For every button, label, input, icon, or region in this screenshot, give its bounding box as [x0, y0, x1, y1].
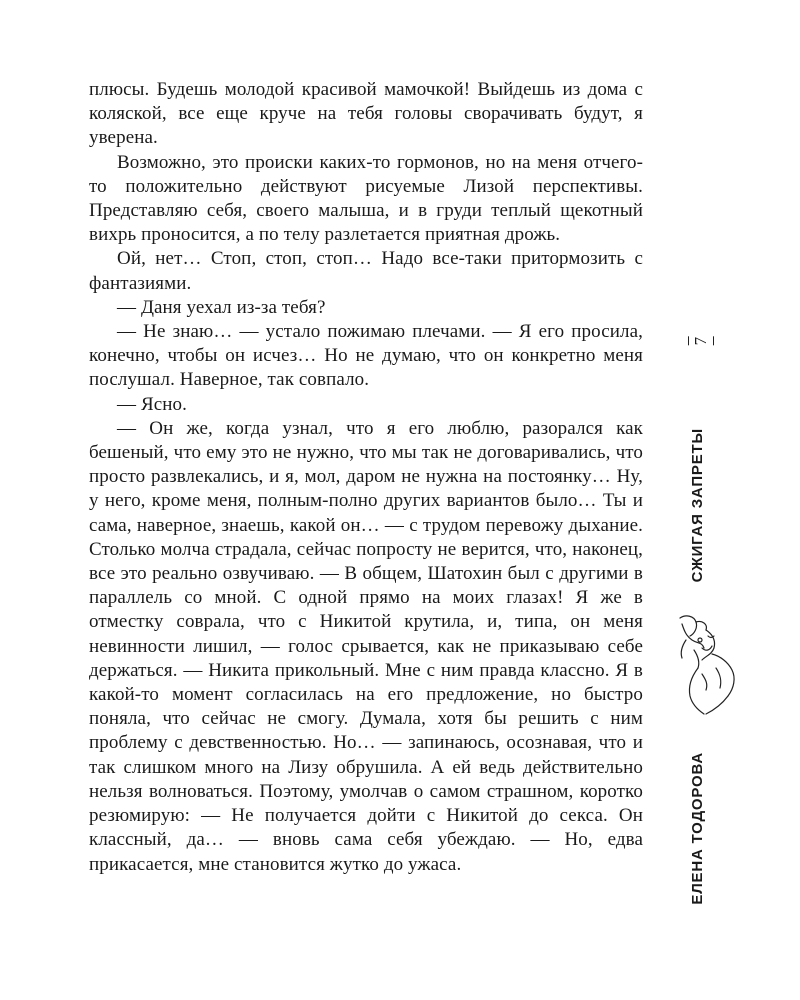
couple-sketch-icon [672, 610, 742, 720]
paragraph: — Ясно. [117, 393, 187, 415]
page-body [89, 78, 643, 877]
author-name: ЕЛЕНА ТОДОРОВА [689, 752, 706, 905]
paragraph: — Даня уехал из-за тебя? [117, 296, 326, 318]
paragraph: Ой, нет… Стоп, стоп, стоп… Надо все-таки притормозить с фантазиями. [89, 248, 643, 294]
paragraph: — Он же, когда узнал, что я его люблю, разорался как бешеный, что ему это не нужно, что мы так не договаривались, что просто развлекались, и я, мол, даром не нужна на постоянку… Ну, у него, кроме меня, полным-полно других вариантов было… Ты и сама, наверное, знаешь, какой он… — с трудом перевожу дыхание. Столько молча страдала, сейчас попросту не верится, что, наконец, все это реально озвучиваю. — В общем, Шатохин был с другими в параллель со мной. С одной прямо на моих глазах! Я же в отместку соврала, что с Никитой крутила, и, типа, он меня невинности лишил, — голос срывается, как не приказываю себе держаться. — Никита прикольный. Мне с ним правда классно. Я в какой-то момент согласилась на его предложение, но быстро поняла, что сейчас не смогу. Думала, хотя бы решить с ним проблему с девственностью. Но… — запинаюсь, осознавая, что и так слишком много на Лизу обрушила. А ей ведь действительно нельзя волноваться. Поэтому, умолчав о самом страшном, коротко резюмирую: — Не получается дойти с Никитой до секса. Он классный, да… — вновь сама себя убеждаю. — Но, едва прикасается, мне становится жутко до ужаса. [89, 417, 643, 875]
paragraph: плюсы. Будешь молодой красивой мамочкой! Выйдешь из дома с коляской, все еще круче на тебя головы сворачивать будут, я уверена. [89, 79, 643, 149]
page-number: 7 [688, 336, 714, 345]
paragraph: Возможно, это происки каких-то гормонов, но на меня отчего-то положительно действуют рисуемые Лизой перспективы. Представляю себя, своего малыша, и в груди теплый щекотный вихрь проносится, а по телу разлетается приятная дрожь. [89, 151, 643, 246]
running-sidebar [672, 320, 732, 940]
paragraph: — Не знаю… — устало пожимаю плечами. — Я его просила, конечно, чтобы он исчез… Но не думаю, что он конкретно меня послушал. Наверное, так совпало. [89, 321, 643, 391]
book-title: СЖИГАЯ ЗАПРЕТЫ [689, 428, 706, 583]
